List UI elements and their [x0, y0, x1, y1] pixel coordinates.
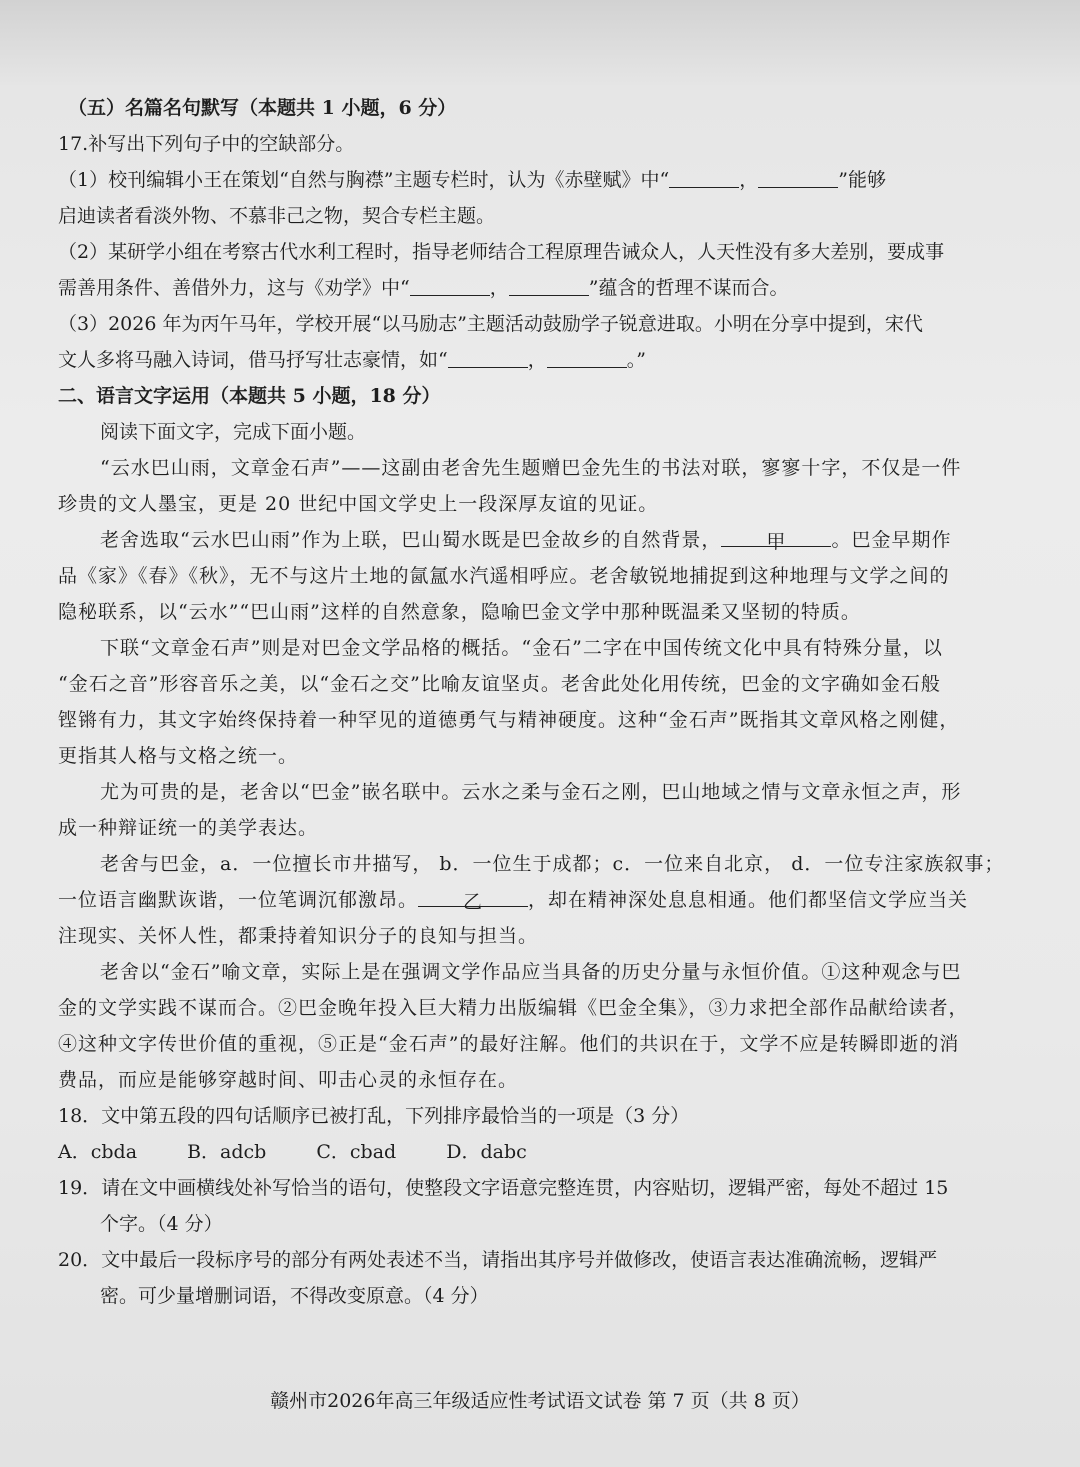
- passage-p2-l2: 品《家》《春》《秋》，无不与这片土地的氤氲水汽遥相呼应。老舍敏锐地捕捉到这种地理与文学之间的: [58, 565, 950, 587]
- answer-blank[interactable]: [509, 273, 589, 296]
- question-20-l1: 20．文中最后一段标序号的部分有两处表述不当，请指出其序号并做修改，使语言表达准确流畅，逻辑严: [58, 1249, 938, 1271]
- q17-3-line2: 文人多将马融入诗词，借马抒写壮志豪情，如“ ， 。”: [58, 342, 998, 378]
- passage-p3-l3: 铿锵有力，其文字始终保持着一种罕见的道德勇气与精神硬度。这种“金石声”既指其文章风格之刚健，: [58, 709, 960, 731]
- answer-blank[interactable]: [448, 345, 528, 368]
- q17-2-line2: 需善用条件、善借外力，这与《劝学》中“ ， ”蕴含的哲理不谋而合。: [58, 270, 998, 306]
- question-19-l1: 19．请在文中画横线处补写恰当的语句，使整段文字语意完整连贯，内容贴切，逻辑严密，每处不超过 15: [58, 1177, 949, 1199]
- answer-blank[interactable]: [758, 165, 838, 188]
- answer-blank[interactable]: [410, 273, 490, 296]
- passage-p1-l1: “云水巴山雨，文章金石声”——这副由老舍先生题赠巴金先生的书法对联，寥寥十字，不仅是一件: [100, 457, 962, 479]
- passage-p3-l1: 下联“文章金石声”则是对巴金文学品格的概括。“金石”二字在中国传统文化中具有特殊分量，以: [100, 637, 943, 659]
- q17-2-line1: （2）某研学小组在考察古代水利工程时，指导老师结合工程原理告诫众人，人天性没有多大差别，要成事: [58, 241, 945, 263]
- question-20-l2: 密。可少量增删词语，不得改变原意。（4 分）: [100, 1285, 489, 1307]
- q17-title: 17.补写出下列句子中的空缺部分。: [58, 133, 355, 155]
- page-content: [58, 90, 1005, 1314]
- passage-p5-l2: 一位语言幽默诙谐，一位笔调沉郁激昂。 乙 ，却在精神深处息息相通。他们都坚信文学应当关: [58, 882, 998, 918]
- passage-p5-l1: 老舍与巴金，a．一位擅长市井描写， b．一位生于成都；c．一位来自北京， d．一位专注家族叙事；: [100, 853, 1005, 875]
- q17-1-line2: 启迪读者看淡外物、不慕非己之物，契合专栏主题。: [58, 205, 496, 227]
- passage-p6-l2: 金的文学实践不谋而合。②巴金晚年投入巨大精力出版编辑《巴金全集》，③力求把全部作品献给读者，: [58, 997, 969, 1019]
- question-19-l2: 个字。（4 分）: [100, 1213, 223, 1235]
- question-18: 18．文中第五段的四句话顺序已被打乱，下列排序最恰当的一项是（3 分）: [58, 1105, 690, 1127]
- option-b[interactable]: B．adcb: [187, 1141, 267, 1163]
- page-footer: 赣州市2026年高三年级适应性考试语文试卷 第 7 页（共 8 页）: [270, 1390, 810, 1412]
- passage-p6-l3: ④这种文字传世价值的重视，⑤正是“金石声”的最好注解。他们的共识在于，文学不应是转瞬即逝的消: [58, 1033, 960, 1055]
- q17-3-line1: （3）2026 年为丙午马年，学校开展“以马励志”主题活动鼓励学子锐意进取。小明在分享中提到，宋代: [58, 313, 923, 335]
- passage-p2-l3: 隐秘联系，以“云水”“巴山雨”这样的自然意象，隐喻巴金文学中那种既温柔又坚韧的特质。: [58, 601, 861, 623]
- answer-blank[interactable]: [547, 345, 627, 368]
- passage-p6-l1: 老舍以“金石”喻文章，实际上是在强调文学作品应当具备的历史分量与永恒价值。①这种观念与巴: [100, 961, 962, 983]
- answer-blank[interactable]: [669, 165, 739, 188]
- passage-p1-l2: 珍贵的文人墨宝，更是 20 世纪中国文学史上一段深厚友谊的见证。: [58, 493, 659, 515]
- option-c[interactable]: C．cbad: [316, 1141, 397, 1163]
- passage-p4-l1: 尤为可贵的是，老舍以“巴金”嵌名联中。云水之柔与金石之刚，巴山地域之情与文章永恒之声，形: [100, 781, 962, 803]
- option-a[interactable]: A．cbda: [58, 1141, 138, 1163]
- passage-p2-l1: 老舍选取“云水巴山雨”作为上联，巴山蜀水既是巴金故乡的自然背景， 甲 。巴金早期作: [58, 522, 998, 558]
- section5-heading: （五）名篇名句默写（本题共 1 小题，6 分）: [68, 97, 457, 119]
- blank-jia[interactable]: 甲: [721, 524, 831, 547]
- q17-1-line1: （1）校刊编辑小王在策划“自然与胸襟”主题专栏时，认为《赤壁赋》中“ ， ”能够: [58, 162, 998, 198]
- passage-p6-l4: 费品，而应是能够穿越时间、叩击心灵的永恒存在。: [58, 1069, 519, 1091]
- passage-p3-l2: “金石之音”形容音乐之美，以“金石之交”比喻友谊坚贞。老舍此处化用传统，巴金的文字确如金石般: [58, 673, 941, 695]
- section2-intro: 阅读下面文字，完成下面小题。: [100, 421, 367, 443]
- passage-p3-l4: 更指其人格与文格之统一。: [58, 745, 299, 767]
- option-d[interactable]: D．dabc: [446, 1141, 527, 1163]
- passage-p5-l3: 注现实、关怀人性，都秉持着知识分子的良知与担当。: [58, 925, 539, 947]
- blank-yi[interactable]: 乙: [418, 884, 528, 907]
- passage-p4-l2: 成一种辩证统一的美学表达。: [58, 817, 319, 839]
- question-18-options: [58, 1134, 998, 1170]
- section2-heading: 二、语言文字运用（本题共 5 小题，18 分）: [58, 385, 441, 407]
